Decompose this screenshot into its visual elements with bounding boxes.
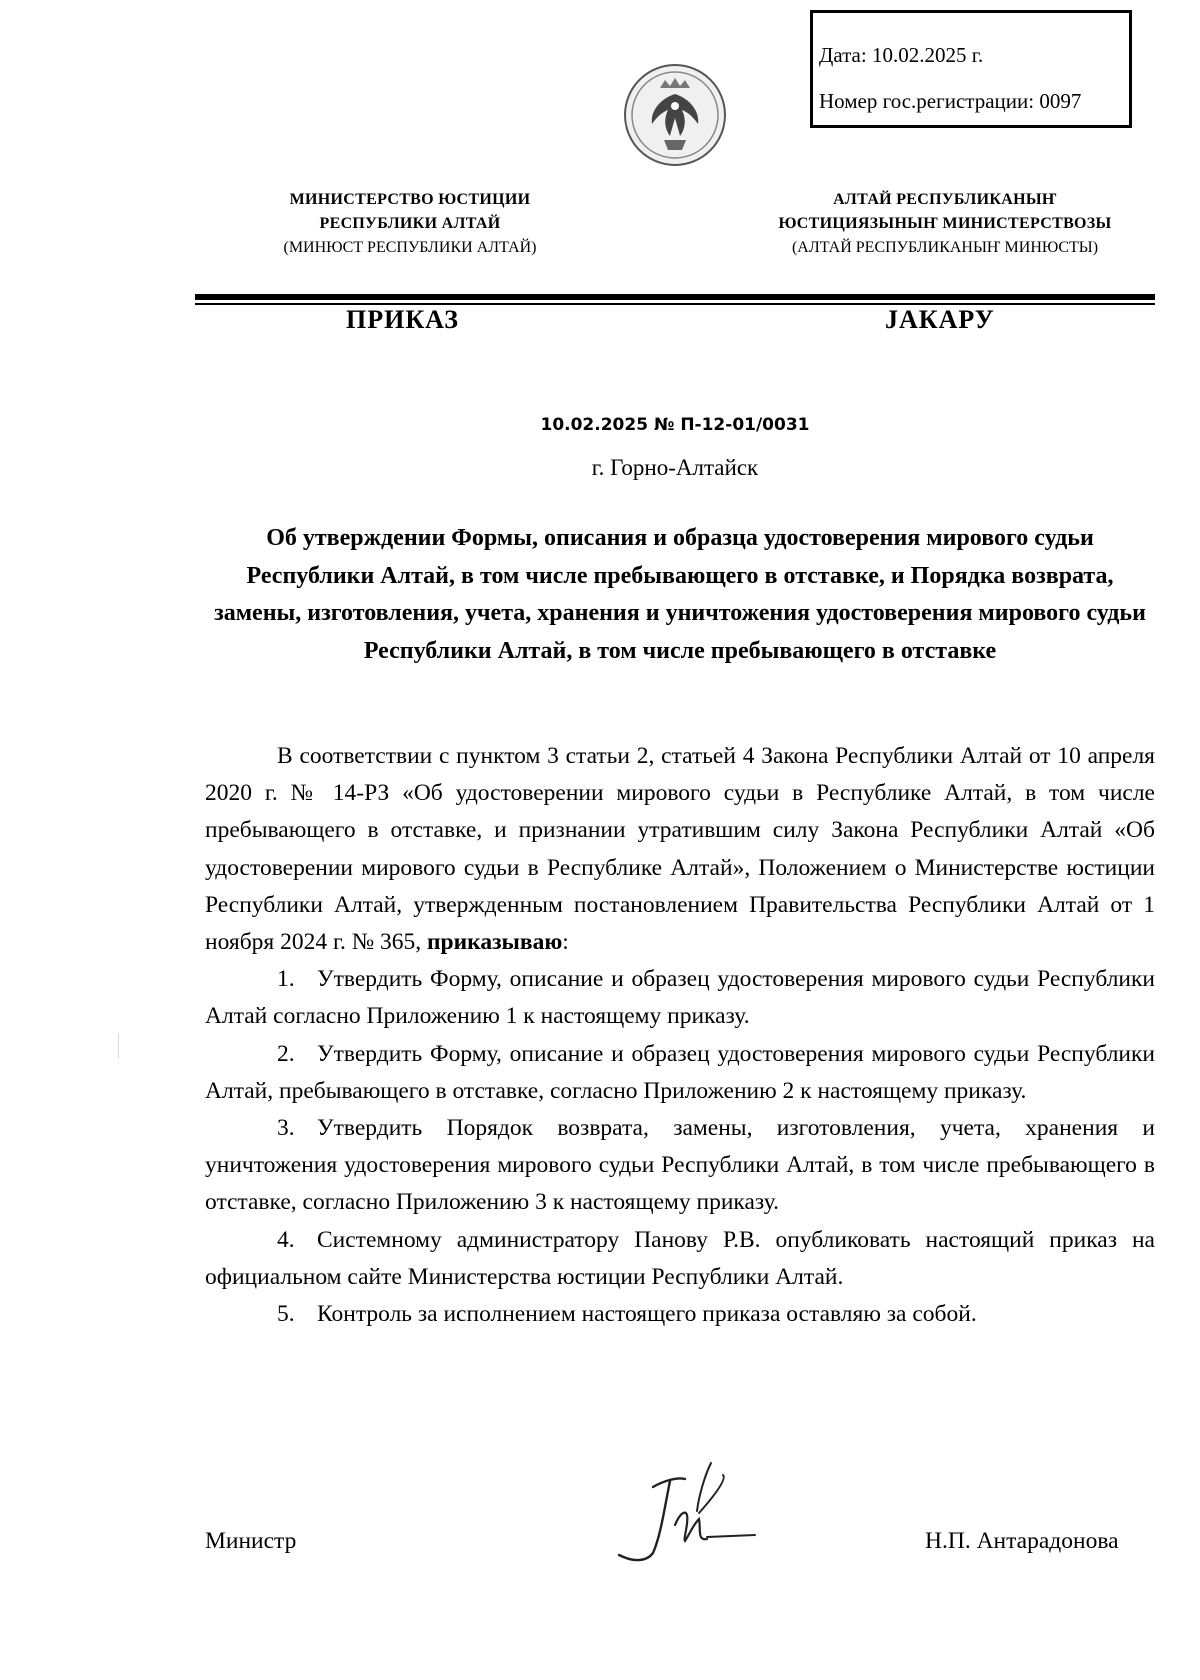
- item-text: Системному администратору Панову Р.В. опубликовать настоящий приказ на официальном сайте Министерства юстиции Республики Алтай.: [205, 1226, 1155, 1290]
- republic-altai-emblem-icon: [620, 60, 730, 170]
- header-divider-thick: [195, 294, 1155, 300]
- registration-number-label: Номер гос.регистрации:: [819, 89, 1035, 113]
- order-item-5: [205, 1296, 1155, 1333]
- preamble-colon: :: [562, 929, 569, 956]
- ministry-name-altai: [715, 188, 1175, 260]
- item-number: 3.: [277, 1115, 295, 1142]
- item-text: Утвердить Форму, описание и образец удостоверения мирового судьи Республики Алтай согласно Приложению 1 к настоящему приказу.: [205, 966, 1155, 1030]
- ministry-name-alt-short: (АЛТАЙ РЕСПУБЛИКАНЫҤ МИНЮСТЫ): [791, 239, 1099, 256]
- ministry-name-ru-short: (МИНЮСТ РЕСПУБЛИКИ АЛТАЙ): [283, 239, 537, 256]
- item-text: Контроль за исполнением настоящего приказа оставляю за собой.: [317, 1301, 977, 1328]
- preamble-text: В соответствии с пунктом 3 статьи 2, статьей 4 Закона Республики Алтай от 10 апреля 2020 г. № 14-РЗ «Об удостоверении мирового судьи в Республике Алтай, в том числе пребывающего в отставке, и признании утратившим силу Закона Республики Алтай «Об удостоверении мирового судьи в Республике Алтай», Положением о Министерстве юстиции Республики Алтай, утвержденным постановлением Правительства Республики Алтай от 1 ноября 2024 г. № 365,: [205, 743, 1155, 956]
- order-item-2: [205, 1036, 1155, 1110]
- item-text: Утвердить Порядок возврата, замены, изготовления, учета, хранения и уничтожения удостоверения мирового судьи Республики Алтай, в том числе пребывающего в отставке, согласно Приложению 3 к настоящему приказу.: [205, 1115, 1155, 1216]
- registration-number-value: 0097: [1039, 89, 1082, 113]
- signer-name: Н.П. Антарадонова: [925, 1528, 1119, 1554]
- registration-number: [819, 89, 1081, 114]
- ministry-name-alt-line2: ЮСТИЦИЯЗЫНЫҤ МИНИСТЕРСТВОЗЫ: [778, 215, 1112, 232]
- item-number: 1.: [277, 966, 295, 993]
- registration-date: [819, 43, 983, 68]
- doc-type-russian: ПРИКАЗ: [346, 305, 460, 334]
- ministry-name-ru-line1: МИНИСТЕРСТВО ЮСТИЦИИ: [289, 191, 531, 208]
- order-item-4: [205, 1222, 1155, 1296]
- item-number: 5.: [277, 1301, 295, 1328]
- ministry-name-ru-line2: РЕСПУБЛИКИ АЛТАЙ: [319, 215, 501, 232]
- order-items: [205, 961, 1155, 1333]
- preamble-command: приказываю: [427, 929, 563, 956]
- item-number: 4.: [277, 1226, 295, 1253]
- doc-type-altai: ЈАКАРУ: [885, 305, 995, 334]
- document-body: [205, 738, 1155, 1333]
- order-item-3: [205, 1110, 1155, 1222]
- order-item-1: [205, 961, 1155, 1035]
- order-number: 10.02.2025 № П-12-01/0031: [540, 415, 810, 435]
- ministry-name-russian: [210, 188, 610, 260]
- header-divider-thin: [195, 303, 1155, 305]
- item-number: 2.: [277, 1040, 295, 1067]
- signer-position: Министр: [205, 1528, 297, 1554]
- registration-date-value: 10.02.2025 г.: [871, 43, 984, 67]
- item-text: Утвердить Форму, описание и образец удостоверения мирового судьи Республики Алтай, пребывающего в отставке, согласно Приложению 2 к настоящему приказу.: [205, 1040, 1155, 1104]
- scan-edge-mark: [118, 1033, 119, 1059]
- city: г. Горно-Алтайск: [591, 455, 759, 480]
- document-title: Об утверждении Формы, описания и образца удостоверения мирового судьи Республики Алтай, в том числе пребывающего в отставке, и Порядка возврата, замены, изготовления, учета, хранения и уничтожения удостоверения мирового судьи Республики Алтай, в том числе пребывающего в отставке: [214, 525, 1146, 664]
- handwritten-signature-icon: [615, 1455, 765, 1575]
- preamble: [205, 738, 1155, 961]
- registration-date-label: Дата:: [819, 43, 867, 67]
- ministry-name-alt-line1: АЛТАЙ РЕСПУБЛИКАНЫҤ: [833, 191, 1057, 208]
- registration-box: [810, 10, 1132, 128]
